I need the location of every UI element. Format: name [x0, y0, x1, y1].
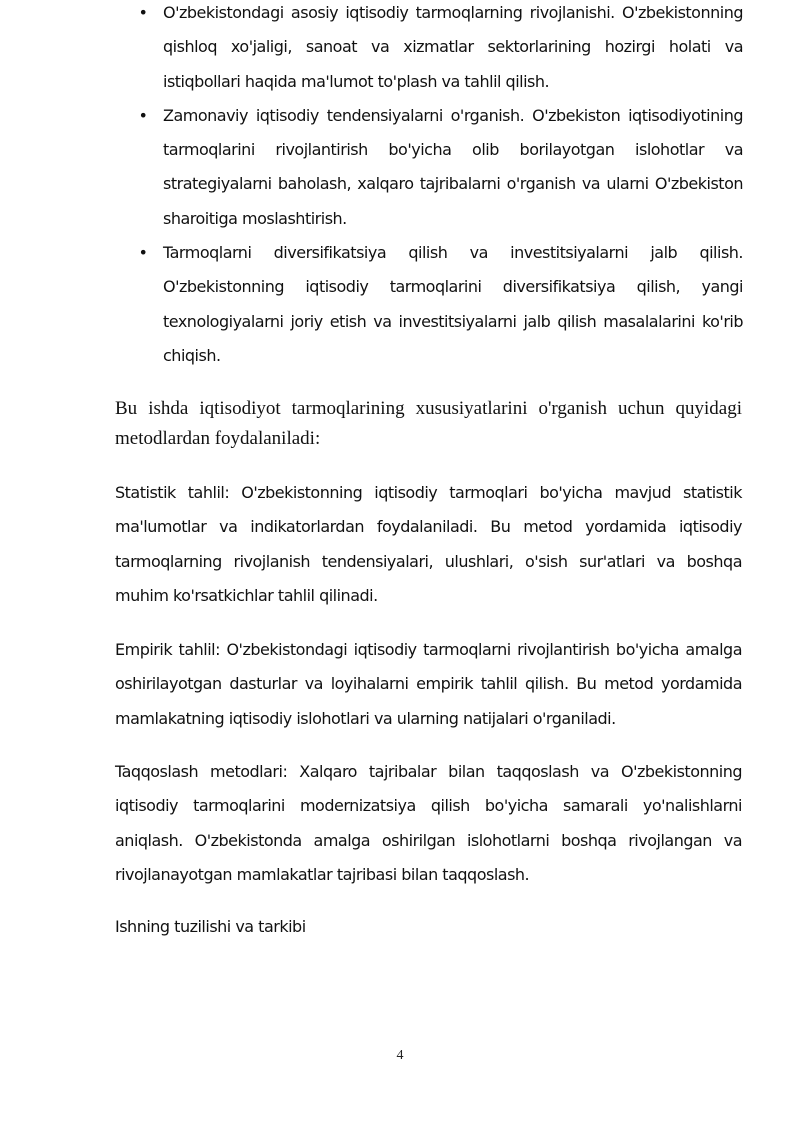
- list-item: [138, 0, 743, 99]
- list-item-text: O'zbekistondagi asosiy iqtisodiy tarmoqlarning rivojlanishi. O'zbekistonning qishloq xo'jaligi, sanoat va xizmatlar sektorlarining hozirgi holati va istiqbollari haqida ma'lumot to'plash va tahlil qilish.: [163, 3, 743, 91]
- intro-paragraph: Bu ishda iqtisodiyot tarmoqlarining xususiyatlarini o'rganish uchun quyidagi metodlardan foydalaniladi:: [115, 398, 742, 449]
- method-paragraph-comparison: Taqqoslash metodlari: Xalqaro tajribalar bilan taqqoslash va O'zbekistonning iqtisodiy tarmoqlarini modernizatsiya qilish bo'yicha samarali yo'nalishlarni aniqlash. O'zbekistonda amalga oshirilgan islohotlarni boshqa rivojlangan va rivojlanayotgan mamlakatlar tajribasi bilan taqqoslash.: [115, 762, 742, 884]
- list-item-text: Tarmoqlarni diversifikatsiya qilish va investitsiyalarni jalb qilish. O'zbekistonning iqtisodiy tarmoqlarini diversifikatsiya qilish, yangi texnologiyalarni joriy etish va investitsiyalarni jalb qilish masalalarini ko'rib chiqish.: [163, 243, 743, 365]
- bullet-icon: •: [138, 3, 148, 22]
- page-number: 4: [396, 1048, 404, 1063]
- list-item: [138, 236, 743, 373]
- list-item: [138, 99, 743, 236]
- list-item-text: Zamonaviy iqtisodiy tendensiyalarni o'rganish. O'zbekiston iqtisodiyotining tarmoqlarini rivojlantirish bo'yicha olib borilayotgan islohotlar va strategiyalarni baholash, xalqaro tajribalarni o'rganish va ularni O'zbekiston sharoitiga moslashtirish.: [163, 105, 743, 228]
- method-paragraph-empirical: Empirik tahlil: O'zbekistondagi iqtisodiy tarmoqlarni rivojlantirish bo'yicha amalga oshirilayotgan dasturlar va loyihalarni empirik tahlil qilish. Bu metod yordamida mamlakatning iqtisodiy islohotlari va ularning natijalari o'rganiladi.: [115, 640, 742, 728]
- bullet-icon: •: [138, 243, 148, 263]
- bullet-icon: •: [138, 105, 148, 125]
- objectives-list: [138, 0, 743, 373]
- method-paragraph-statistical: Statistik tahlil: O'zbekistonning iqtisodiy tarmoqlari bo'yicha mavjud statistik ma'lumotlar va indikatorlardan foydalaniladi. Bu metod yordamida iqtisodiy tarmoqlarning rivojlanish tendensiyalari, ulushlari, o'sish sur'atlari va boshqa muhim ko'rsatkichlar tahlil qilinadi.: [115, 483, 742, 605]
- section-heading: Ishning tuzilishi va tarkibi: [115, 917, 306, 936]
